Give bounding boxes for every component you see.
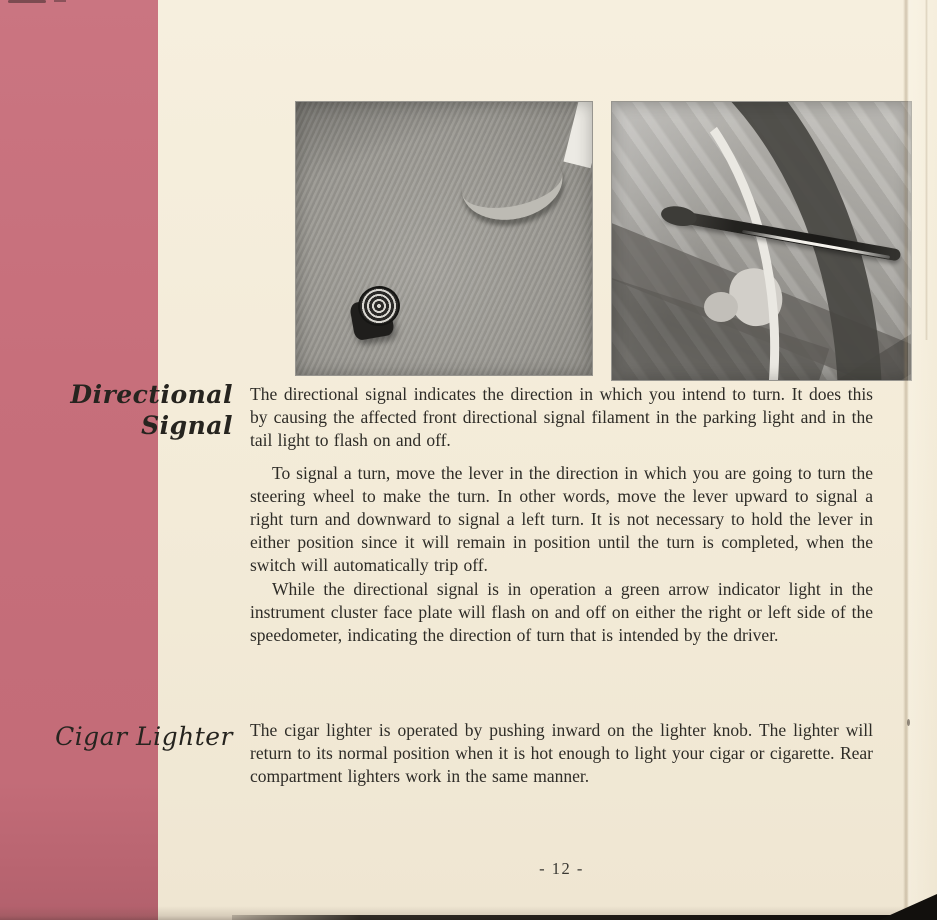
heading-line: Signal <box>141 411 233 440</box>
cigar-lighter-knob-photo <box>295 101 593 376</box>
paragraph: The directional signal indicates the direction in which you intend to turn. It does this by causing the affected front directional signal filament in the parking light and in the tail light to flash on and off. <box>250 384 873 451</box>
panel-trim-arc <box>455 138 570 229</box>
scan-artifact <box>907 719 910 726</box>
photo-highlight <box>563 101 593 168</box>
scan-artifact <box>54 0 66 2</box>
page-number: - 12 - <box>539 859 584 878</box>
page-edge-shading <box>908 0 937 920</box>
book-edge-strip <box>232 915 937 920</box>
page-edge-band <box>0 0 158 920</box>
page-crease <box>903 0 909 920</box>
paragraph: While the directional signal is in operation a green arrow indicator light in the instrument cluster face plate will flash on and off on either the right or left side of the speedometer, indicating the direction of turn that is intended by the driver. <box>250 578 873 646</box>
directional-signal-text <box>250 383 873 647</box>
directional-signal-lever-photo <box>611 101 912 381</box>
paragraph: The cigar lighter is operated by pushing inward on the lighter knob. The lighter will return to its normal position when it is hot enough to light your cigar or cigarette. Rear compartment lighters work in the same manner. <box>250 720 873 787</box>
heading-line: Directional <box>70 380 233 409</box>
page-crease <box>925 0 928 340</box>
cigar-lighter-text <box>250 719 873 789</box>
scan-artifact <box>8 0 46 3</box>
section-heading-cigar-lighter: Cigar Lighter <box>55 722 233 751</box>
paragraph: To signal a turn, move the lever in the direction in which you are going to turn the steering wheel to make the turn. In other words, move the lever upward to signal a right turn and downward to signal a left turn. It is not necessary to hold the lever in either position since it will remain in position until the turn is completed, when the switch will automatically trip off. <box>250 462 873 576</box>
section-heading-directional-signal <box>30 379 233 441</box>
lighter-knob <box>350 286 398 342</box>
